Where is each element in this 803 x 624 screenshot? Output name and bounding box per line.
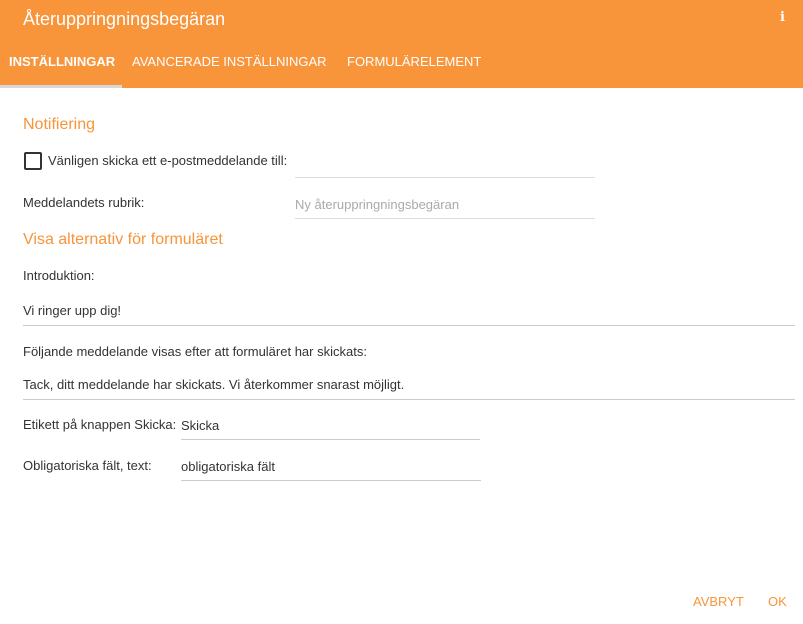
subject-field[interactable] (295, 191, 595, 219)
submit-label-label: Etikett på knappen Skicka: (23, 417, 177, 432)
ok-button[interactable]: OK (768, 594, 787, 609)
subject-label: Meddelandets rubrik: (23, 195, 145, 210)
required-field[interactable] (181, 452, 481, 481)
form-options-heading: Visa alternativ för formuläret (23, 231, 223, 248)
after-submit-label: Följande meddelande visas efter att formuläret har skickats: (23, 344, 367, 359)
email-checkbox[interactable] (24, 152, 42, 170)
active-tab-indicator (0, 85, 122, 88)
intro-field[interactable] (23, 296, 795, 326)
submit-label-field[interactable] (181, 411, 480, 440)
tab-installningar[interactable]: INSTÄLLNINGAR (9, 54, 116, 69)
cancel-button[interactable]: AVBRYT (693, 594, 744, 609)
dialog-title: Återuppringningsbegäran (23, 9, 226, 29)
tab-avancerade-installningar[interactable]: AVANCERADE INSTÄLLNINGAR (132, 54, 327, 69)
required-label: Obligatoriska fält, text: (23, 458, 152, 473)
intro-label: Introduktion: (23, 268, 95, 283)
email-checkbox-label[interactable]: Vänligen skicka ett e-postmeddelande till: (48, 153, 288, 168)
after-submit-field[interactable] (23, 370, 795, 400)
tab-formularelement[interactable]: FORMULÄRELEMENT (347, 54, 482, 69)
notification-heading: Notifiering (23, 116, 96, 133)
dialog-header (0, 0, 803, 88)
email-field[interactable] (295, 150, 595, 178)
info-icon[interactable]: i (780, 10, 785, 25)
